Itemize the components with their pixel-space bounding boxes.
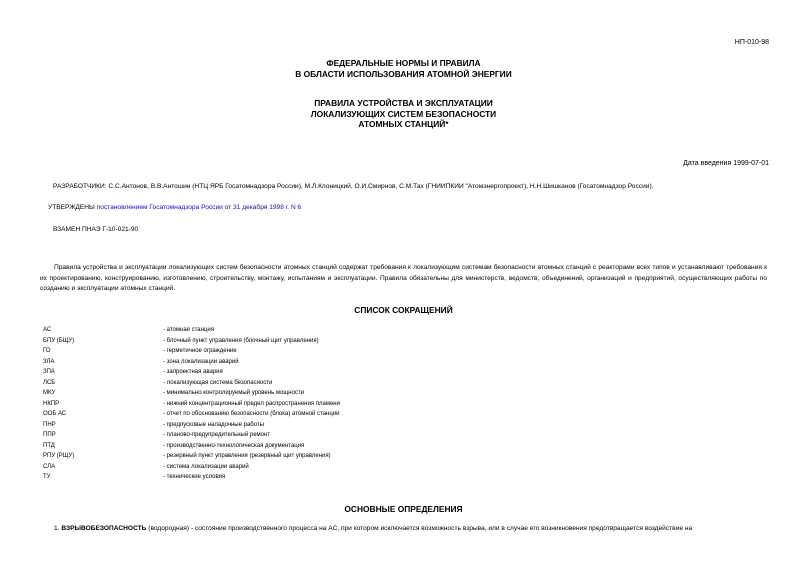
list-item bbox=[43, 367, 643, 378]
definition-term: ВЗРЫВОБЕЗОПАСНОСТЬ bbox=[61, 525, 147, 532]
list-item bbox=[43, 357, 643, 368]
definitions-heading: ОСНОВНЫЕ ОПРЕДЕЛЕНИЯ bbox=[344, 504, 463, 514]
list-item bbox=[43, 378, 643, 389]
abbreviation-description: - атомная станция bbox=[163, 327, 214, 333]
document-subtitle-line: ПРАВИЛА УСТРОЙСТВА И ЭКСПЛУАТАЦИИ bbox=[314, 98, 493, 108]
document-subtitle-line: АТОМНЫХ СТАНЦИЙ* bbox=[358, 119, 449, 129]
abbreviation-description: - герметичное ограждение bbox=[163, 348, 237, 354]
introduction-date: Дата введения 1999-07-01 bbox=[683, 160, 769, 167]
document-subtitle-line: ЛОКАЛИЗУЮЩИХ СИСТЕМ БЕЗОПАСНОСТИ bbox=[310, 108, 497, 119]
abbreviation-term: ТУ bbox=[43, 474, 51, 480]
document-title bbox=[0, 58, 807, 79]
abbreviation-term: СЛА bbox=[43, 463, 56, 470]
definition-text: (водородная) - состояние производственного процесса на АС, при котором исключается возможность взрыва, или в случае его возникновения предотвращается воздействие на bbox=[148, 525, 693, 532]
abbreviation-description: - минимально контролируемый уровень мощности bbox=[163, 390, 305, 396]
document-code: НП-010-98 bbox=[734, 39, 769, 46]
abbreviation-term: ЗПА bbox=[43, 369, 55, 375]
abbreviation-description: - зона локализации аварий bbox=[163, 358, 239, 365]
authors-line: РАЗРАБОТЧИКИ: С.С.Антонов, В.В.Антошин (НТЦ ЯРБ Госатомнадзора России), М.Л.Клоницкий, О.И.Смирнов, С.М.Тах (ГНИИПКИИ "Атомэнергопроект), Н.Н.Шишканов (Госатомнадзор России). bbox=[53, 183, 654, 190]
abbreviation-term: ЛСБ bbox=[43, 379, 56, 386]
abbreviation-description: - запроектная авария bbox=[163, 369, 223, 375]
definition-paragraph bbox=[40, 524, 767, 534]
list-item bbox=[43, 409, 643, 420]
abbreviation-description: - локализующая система безопасности bbox=[163, 379, 273, 386]
abbreviation-description: - производственно-технологическая документация bbox=[163, 442, 305, 449]
abbreviations-heading: СПИСОК СОКРАЩЕНИЙ bbox=[354, 305, 453, 315]
abbreviation-term: БПУ (БЩУ) bbox=[43, 337, 75, 344]
abbreviation-description: - отчет по обоснованию безопасности (блока) атомной станции bbox=[163, 411, 340, 417]
approval-decree-link[interactable]: постановлением Госатомнадзора России от 31 декабря 1998 г. N 6 bbox=[96, 204, 302, 211]
list-item bbox=[43, 441, 643, 452]
approved-label: УТВЕРЖДЕНЫ bbox=[48, 204, 95, 211]
abbreviation-description: - блочный пункт управления (блочный щит управления) bbox=[163, 337, 319, 344]
list-item bbox=[43, 336, 643, 347]
abbreviation-term: МКУ bbox=[43, 390, 56, 396]
abbreviations-list bbox=[43, 325, 643, 483]
abbreviation-term: ПТД bbox=[43, 442, 55, 449]
abbreviation-description: - резервный пункт управления (резервный щит управления) bbox=[163, 453, 331, 459]
list-item bbox=[43, 451, 643, 462]
list-item bbox=[43, 346, 643, 357]
abbreviation-term: НКПР bbox=[43, 400, 60, 407]
abbreviation-term: ППР bbox=[43, 432, 56, 438]
list-item bbox=[43, 462, 643, 473]
abbreviation-term: РПУ (РЩУ) bbox=[43, 453, 75, 459]
replaces-line: ВЗАМЕН ПНАЭ Г-10-021-90 bbox=[53, 226, 139, 233]
document-title-line: В ОБЛАСТИ ИСПОЛЬЗОВАНИЯ АТОМНОЙ ЭНЕРГИИ bbox=[295, 68, 512, 79]
list-item bbox=[43, 399, 643, 410]
definition-number: 1. bbox=[54, 525, 60, 532]
intro-paragraph: Правила устройства и эксплуатации локализующих систем безопасности атомных станций содержат требования к локализующим системам безопасности атомных станций с реакторами всех типов и устанавливают требования к их проектированию, конструированию, изготовлению, строительству, монтажу, испытаниям и эксплуатации. Правила обязательны для министерств, ведомств, объединений, организаций и предприятий, осуществляющих работы по созданию и эксплуатации атомных станций. bbox=[40, 264, 767, 292]
abbreviation-term: АС bbox=[43, 327, 52, 333]
abbreviation-description: - система локализации аварий bbox=[163, 463, 249, 470]
abbreviation-description: - нижний концентрационный предел распространения пламени bbox=[163, 400, 340, 407]
abbreviation-term: ГО bbox=[43, 348, 51, 354]
abbreviation-description: - технические условия bbox=[163, 474, 226, 480]
list-item bbox=[43, 388, 643, 399]
document-title-line: ФЕДЕРАЛЬНЫЕ НОРМЫ И ПРАВИЛА bbox=[326, 58, 481, 68]
approved-line bbox=[48, 204, 301, 211]
list-item bbox=[43, 325, 643, 336]
abbreviation-term: ООБ АС bbox=[43, 411, 67, 417]
list-item bbox=[43, 420, 643, 431]
document-subtitle bbox=[0, 98, 807, 130]
abbreviation-description: - предпусковые наладочные работы bbox=[163, 421, 264, 428]
list-item bbox=[43, 472, 643, 483]
abbreviation-description: - планово-предупредительный ремонт bbox=[163, 432, 271, 438]
abbreviation-term: ПНР bbox=[43, 421, 56, 428]
list-item bbox=[43, 430, 643, 441]
abbreviation-term: ЗЛА bbox=[43, 358, 55, 365]
